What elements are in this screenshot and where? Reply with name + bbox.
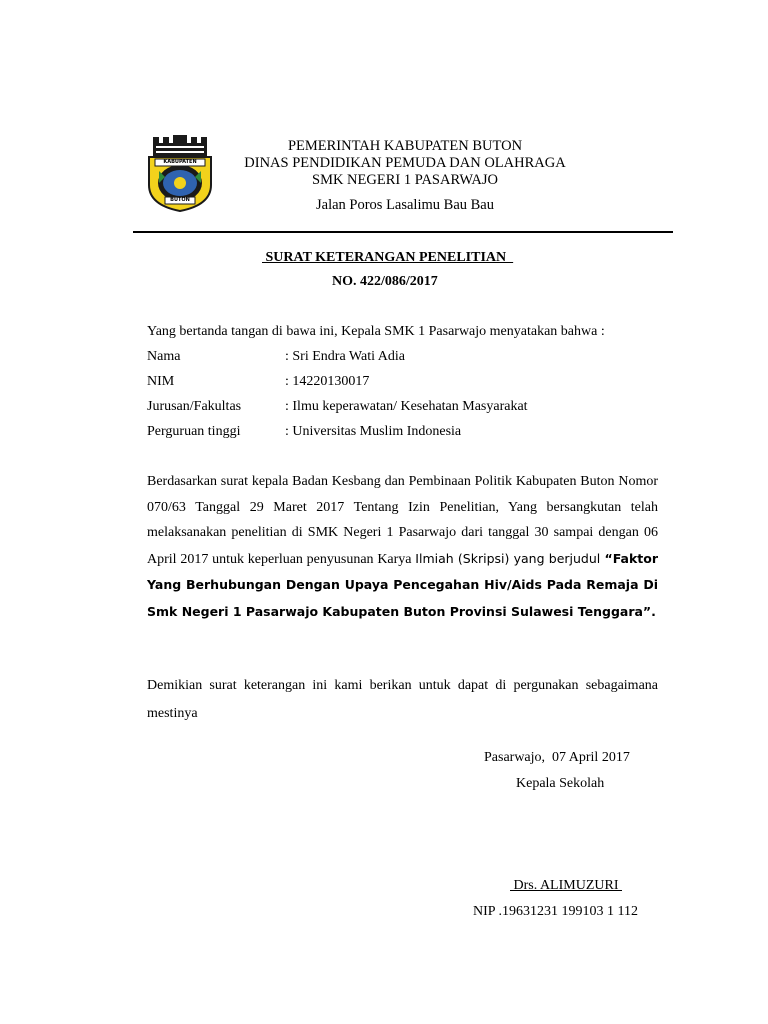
signer-name: Drs. ALIMUZURI: [510, 878, 622, 893]
signer-position: Kepala Sekolah: [516, 776, 605, 791]
signer-nip: NIP .19631231 199103 1 112: [473, 904, 639, 919]
header-address: Jalan Poros Lasalimu Bau Bau: [315, 197, 494, 213]
research-title: “Faktor Yang Berhubungan Dengan Upaya Pencegahan Hiv/Aids Pada Remaja Di Smk Negeri 1 Pasarwajo Kabupaten Buton Provinsi Sulawesi Tenggara”.: [147, 550, 658, 619]
letter-number: NO. 422/086/2017: [332, 274, 438, 289]
logo-bottom-text: BUTON: [170, 197, 190, 203]
body-part1: Berdasarkan surat kepala Badan Kesbang dan Pembinaan Politik Kabupaten Buton Nomor 070/63 Tanggal 29 Maret 2017 Tentang Izin Penelitian, Yang bersangkutan telah melaksanakan penelitian di SMK Negeri 1 Pasarwajo dari tanggal 30 sampai dengan 06 April 2017 untuk keperluan penyusunan Karya: [147, 474, 658, 567]
body-part2: Ilmiah (Skripsi) yang berjudul: [415, 550, 605, 566]
body-paragraph: [147, 469, 658, 625]
header-government: PEMERINTAH KABUPATEN BUTON: [287, 138, 523, 154]
intro-text: Yang bertanda tangan di bawa ini, Kepala SMK 1 Pasarwajo menyatakan bahwa :: [147, 324, 605, 339]
field-label-nama: Nama: [147, 349, 181, 364]
field-value-nama: : Sri Endra Wati Adia: [285, 349, 405, 364]
field-label-nim: NIM: [147, 374, 175, 389]
logo-top-text: KABUPATEN: [163, 159, 197, 165]
field-value-nim: : 14220130017: [285, 374, 370, 389]
closing-paragraph: Demikian surat keterangan ini kami berikan untuk dapat di pergunakan sebagaimana mestinya: [147, 678, 658, 721]
field-label-jurusan: Jurusan/Fakultas: [147, 399, 242, 414]
header-school: SMK NEGERI 1 PASARWAJO: [312, 172, 498, 188]
header-department: DINAS PENDIDIKAN PEMUDA DAN OLAHRAGA: [244, 155, 566, 171]
field-value-perguruan: : Universitas Muslim Indonesia: [285, 424, 462, 439]
header-divider: [133, 231, 673, 233]
field-value-jurusan: : Ilmu keperawatan/ Kesehatan Masyarakat: [285, 399, 528, 414]
field-label-perguruan: Perguruan tinggi: [147, 424, 241, 439]
letter-title: SURAT KETERANGAN PENELITIAN: [262, 250, 514, 265]
place-date: Pasarwajo, 07 April 2017: [484, 750, 630, 765]
